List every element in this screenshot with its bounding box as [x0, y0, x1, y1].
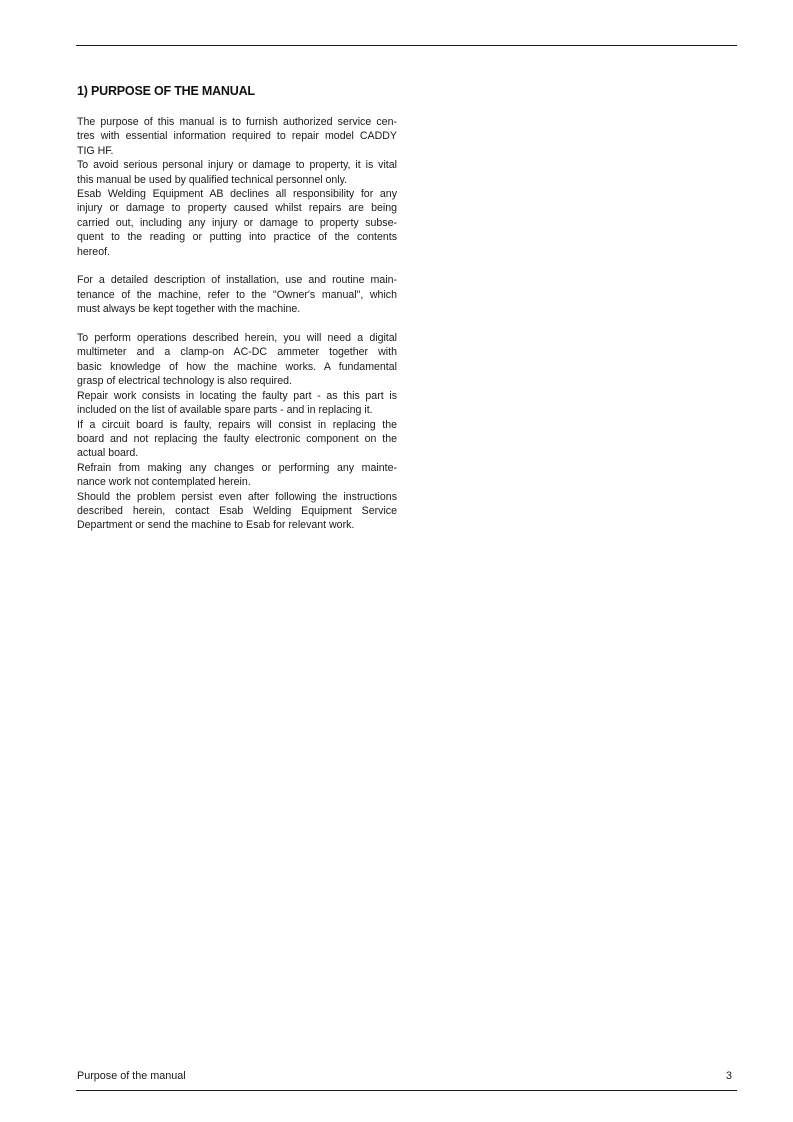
text-line: hereof.: [77, 245, 110, 258]
text-line: multimeter and a clamp-on AC-DC ammeter together with: [77, 346, 397, 359]
body-text: [77, 115, 397, 533]
text-line: To avoid serious personal injury or damage to property, it is vital: [77, 159, 397, 172]
text-line: To perform operations described herein, you will need a digital: [77, 332, 397, 345]
text-line: If a circuit board is faulty, repairs will consist in replacing the: [77, 418, 397, 431]
text-line: grasp of electrical technology is also required.: [77, 375, 292, 388]
paragraph: [77, 273, 397, 316]
footer-rule: [76, 1090, 737, 1091]
text-line: carried out, including any injury or damage to property subse-: [77, 216, 397, 229]
text-line: The purpose of this manual is to furnish authorized service cen-: [77, 116, 397, 128]
text-line: Should the problem persist even after following the instructions: [77, 490, 397, 503]
header-rule: [76, 45, 737, 46]
text-line: this manual be used by qualified technical personnel only.: [77, 173, 348, 186]
text-line: Refrain from making any changes or performing any mainte-: [77, 461, 397, 474]
text-line: must always be kept together with the machine.: [77, 303, 301, 316]
paragraph: [77, 331, 397, 533]
text-line: quent to the reading or putting into practice of the contents: [77, 231, 397, 244]
text-line: Repair work consists in locating the faulty part - as this part is: [77, 389, 397, 402]
text-line: tres with essential information required to repair model CADDY: [77, 130, 397, 143]
text-line: board and not replacing the faulty electronic component on the: [77, 432, 397, 445]
text-line: TIG HF.: [77, 144, 114, 157]
paragraph: [77, 115, 397, 259]
footer-label: Purpose of the manual: [77, 1070, 186, 1082]
text-line: injury or damage to property caused whilst repairs are being: [77, 202, 397, 215]
page-number: 3: [725, 1070, 732, 1082]
text-line: actual board.: [77, 447, 139, 460]
text-line: included on the list of available spare parts - and in replacing it.: [77, 404, 373, 417]
text-line: Esab Welding Equipment AB declines all responsibility for any: [77, 188, 397, 201]
text-line: nance work not contemplated herein.: [77, 476, 251, 489]
text-line: described herein, contact Esab Welding Equipment Service: [77, 504, 397, 517]
text-line: basic knowledge of how the machine works. A fundamental: [77, 360, 397, 373]
text-line: tenance of the machine, refer to the "Owner's manual", which: [77, 288, 397, 301]
text-line: Department or send the machine to Esab for relevant work.: [77, 519, 355, 532]
text-line: For a detailed description of installation, use and routine main-: [77, 274, 397, 287]
section-title: 1) PURPOSE OF THE MANUAL: [77, 84, 255, 98]
